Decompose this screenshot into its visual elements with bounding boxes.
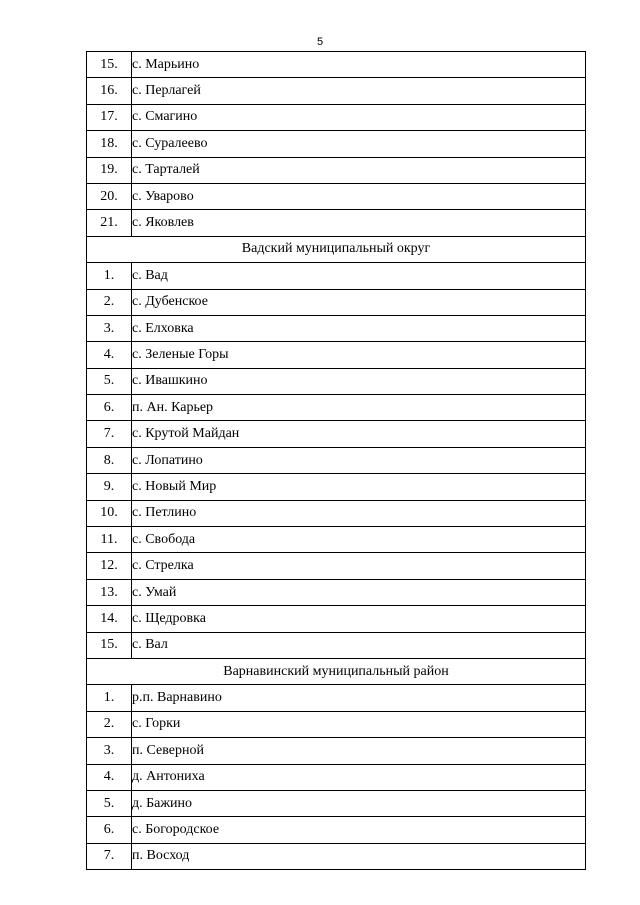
row-number: 1. xyxy=(87,263,132,289)
row-number: 1. xyxy=(87,685,132,711)
row-number: 17. xyxy=(87,104,132,130)
settlement-name: с. Горки xyxy=(132,711,586,737)
table-row xyxy=(87,474,586,500)
settlement-name: с. Дубенское xyxy=(132,289,586,315)
settlement-name: д. Бажино xyxy=(132,790,586,816)
settlement-name: с. Стрелка xyxy=(132,553,586,579)
row-number: 13. xyxy=(87,579,132,605)
section-heading-row xyxy=(87,236,586,262)
table-row xyxy=(87,711,586,737)
page-number: 5 xyxy=(316,36,324,48)
row-number: 7. xyxy=(87,843,132,869)
row-number: 14. xyxy=(87,606,132,632)
row-number: 12. xyxy=(87,553,132,579)
settlement-name: с. Яковлев xyxy=(132,210,586,236)
table-row xyxy=(87,553,586,579)
section-heading: Вадский муниципальный округ xyxy=(87,236,586,262)
table-row xyxy=(87,263,586,289)
table-row xyxy=(87,104,586,130)
row-number: 18. xyxy=(87,131,132,157)
settlement-name: с. Перлагей xyxy=(132,78,586,104)
table-row xyxy=(87,685,586,711)
row-number: 20. xyxy=(87,183,132,209)
row-number: 7. xyxy=(87,421,132,447)
row-number: 10. xyxy=(87,500,132,526)
settlement-name: с. Богородское xyxy=(132,817,586,843)
settlement-name: с. Уварово xyxy=(132,183,586,209)
row-number: 4. xyxy=(87,764,132,790)
settlement-name: д. Антониха xyxy=(132,764,586,790)
table-row xyxy=(87,395,586,421)
table-row xyxy=(87,78,586,104)
table-row xyxy=(87,421,586,447)
row-number: 6. xyxy=(87,817,132,843)
settlements-table xyxy=(86,51,586,870)
row-number: 8. xyxy=(87,447,132,473)
table-row xyxy=(87,368,586,394)
settlements-table-body xyxy=(87,52,586,870)
row-number: 11. xyxy=(87,527,132,553)
table-row xyxy=(87,632,586,658)
settlement-name: с. Умай xyxy=(132,579,586,605)
table-row xyxy=(87,606,586,632)
table-row xyxy=(87,52,586,78)
settlement-name: с. Петлино xyxy=(132,500,586,526)
row-number: 15. xyxy=(87,52,132,78)
settlement-name: с. Новый Мир xyxy=(132,474,586,500)
table-row xyxy=(87,447,586,473)
row-number: 15. xyxy=(87,632,132,658)
section-heading-row xyxy=(87,658,586,684)
settlement-name: п. Северной xyxy=(132,738,586,764)
table-row xyxy=(87,289,586,315)
table-row xyxy=(87,764,586,790)
table-row xyxy=(87,183,586,209)
settlement-name: с. Лопатино xyxy=(132,447,586,473)
row-number: 6. xyxy=(87,395,132,421)
settlement-name: с. Марьино xyxy=(132,52,586,78)
table-row xyxy=(87,500,586,526)
row-number: 21. xyxy=(87,210,132,236)
settlement-name: с. Зеленые Горы xyxy=(132,342,586,368)
row-number: 3. xyxy=(87,315,132,341)
settlement-name: с. Щедровка xyxy=(132,606,586,632)
row-number: 2. xyxy=(87,289,132,315)
row-number: 5. xyxy=(87,368,132,394)
table-row xyxy=(87,579,586,605)
row-number: 3. xyxy=(87,738,132,764)
settlement-name: с. Ивашкино xyxy=(132,368,586,394)
row-number: 5. xyxy=(87,790,132,816)
table-row xyxy=(87,210,586,236)
table-row xyxy=(87,131,586,157)
table-row xyxy=(87,527,586,553)
row-number: 9. xyxy=(87,474,132,500)
settlement-name: с. Вал xyxy=(132,632,586,658)
table-row xyxy=(87,315,586,341)
row-number: 19. xyxy=(87,157,132,183)
table-row xyxy=(87,342,586,368)
settlement-name: р.п. Варнавино xyxy=(132,685,586,711)
table-row xyxy=(87,843,586,869)
settlement-name: с. Суралеево xyxy=(132,131,586,157)
row-number: 4. xyxy=(87,342,132,368)
settlement-name: с. Вад xyxy=(132,263,586,289)
section-heading: Варнавинский муниципальный район xyxy=(87,658,586,684)
table-row xyxy=(87,790,586,816)
settlement-name: с. Свобода xyxy=(132,527,586,553)
table-row xyxy=(87,738,586,764)
row-number: 2. xyxy=(87,711,132,737)
settlement-name: с. Елховка xyxy=(132,315,586,341)
settlement-name: с. Крутой Майдан xyxy=(132,421,586,447)
settlement-name: с. Смагино xyxy=(132,104,586,130)
table-row xyxy=(87,157,586,183)
settlement-name: п. Ан. Карьер xyxy=(132,395,586,421)
settlement-name: с. Тарталей xyxy=(132,157,586,183)
table-row xyxy=(87,817,586,843)
settlement-name: п. Восход xyxy=(132,843,586,869)
row-number: 16. xyxy=(87,78,132,104)
